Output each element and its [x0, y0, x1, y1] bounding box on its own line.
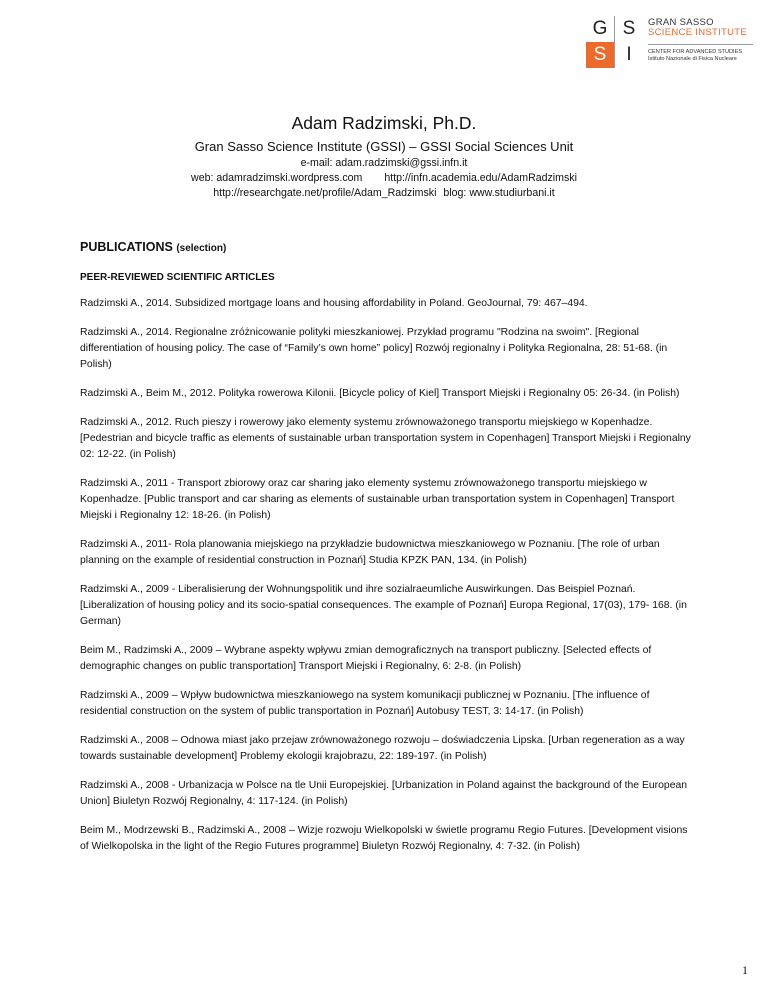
author-name: Adam Radzimski, Ph.D. — [291, 113, 477, 133]
logo-mark — [586, 16, 642, 68]
gssi-logo — [586, 16, 756, 68]
email-line — [0, 156, 768, 171]
section-title-text: PUBLICATIONS — [80, 240, 173, 254]
academia-link[interactable]: http://infn.academia.edu/AdamRadzimski — [384, 172, 577, 184]
logo-line-3: CENTER FOR ADVANCED STUDIES — [648, 49, 743, 55]
publication-entry: Radzimski A., 2012. Ruch pieszy i rowerowy jako elementy systemu zrównoważonego transportu miejskiego w Kopenhadze. [Pedestrian and bicycle traffic as elements of sustainable urban transportation system in Copenhagen] Transport Miejski i Regionalny 02: 12-22. (in Polish) — [80, 417, 691, 460]
blog-link[interactable]: blog: www.studiurbani.it — [443, 187, 555, 199]
publication-entry: Radzimski A., Beim M., 2012. Polityka rowerowa Kilonii. [Bicycle policy of Kiel] Transport Miejski i Regionalny 05: 26-34. (in Polish) — [80, 388, 680, 399]
logo-letter-g: G — [592, 18, 608, 39]
publication-entry: Radzimski A., 2014. Regionalne zróżnicowanie polityki mieszkaniowej. Przykład programu "Rodzina na swoim". [Regional differentiation of housing policy. The case of “Family’s own home” policy] Rozwój regionalny i Polityka Regionalna, 28: 51-68. (in Polish) — [80, 327, 668, 370]
section-qualifier: (selection) — [176, 243, 227, 254]
logo-letter-i: I — [626, 44, 632, 65]
publication-entry: Radzimski A., 2008 - Urbanizacja w Polsce na tle Unii Europejskiej. [Urbanization in Poland against the background of the European Union] Biuletyn Rozwój Regionalny, 4: 117-124. (in Polish) — [80, 780, 688, 807]
website-link[interactable]: web: adamradzimski.wordpress.com — [191, 172, 363, 184]
logo-letter-s: S — [622, 18, 636, 39]
publication-entry: Beim M., Radzimski A., 2009 – Wybrane aspekty wpływu zmian demograficznych na transport publiczny. [Selected effects of demographic changes on public transportation] Transport Miejski i Regionalny, 6: 2-8. (in Polish) — [80, 645, 652, 672]
publications — [80, 240, 692, 855]
publication-entry: Radzimski A., 2009 - Liberalisierung der Wohnungspolitik und ihre sozialraeumliche Auswirkungen. Das Beispiel Poznań. [Liberalization of housing policy and its socio-spatial consequences. The example of Poznań] Europa Regional, 17(03), 179- 168. (in German) — [80, 584, 687, 627]
cv-header — [0, 112, 768, 201]
publication-entry: Radzimski A., 2009 – Wpływ budownictwa mieszkaniowego na system komunikacji publicznej w Poznaniu. [The influence of residential construction on the system of public transportation in Poznań] Autobusy TEST, 3: 14-17. (in Polish) — [80, 690, 650, 717]
page-number: 1 — [742, 963, 748, 977]
subsection-title: PEER-REVIEWED SCIENTIFIC ARTICLES — [80, 272, 275, 283]
publication-entry: Radzimski A., 2011- Rola planowania miejskiego na przykładzie budownictwa mieszkaniowego w Poznaniu. [The role of urban planning on the example of residential construction in Poznań] Studia KPZK PAN, 134. (in Polish) — [80, 539, 660, 566]
researchgate-link[interactable]: http://researchgate.net/profile/Adam_Radzimski — [213, 187, 437, 199]
profile-line — [0, 186, 768, 201]
logo-line-2: SCIENCE INSTITUTE — [648, 27, 748, 38]
logo-text — [648, 18, 758, 63]
publication-entry: Beim M., Modrzewski B., Radzimski A., 2008 – Wizje rozwoju Wielkopolski w świetle programu Regio Futures. [Development visions of Wielkopolska in the light of the Regio Futures programme] Biuletyn Rozwój Regionalny, 4: 7-32. (in Polish) — [80, 825, 688, 852]
logo-line-1: GRAN SASSO — [648, 17, 714, 28]
section-title — [80, 240, 692, 254]
logo-divider — [614, 16, 615, 68]
logo-letter-s-orange: S — [586, 42, 614, 68]
email[interactable]: e-mail: adam.radzimski@gssi.infn.it — [300, 157, 468, 169]
publication-entry: Radzimski A., 2014. Subsidized mortgage loans and housing affordability in Poland. GeoJournal, 79: 467–494. — [80, 298, 588, 309]
logo-rule — [648, 44, 753, 45]
logo-line-4: Istituto Nazionale di Fisica Nucleare — [648, 56, 737, 62]
publication-entry: Radzimski A., 2011 - Transport zbiorowy oraz car sharing jako elementy systemu zrównoważonego transportu miejskiego w Kopenhadze. [Public transport and car sharing as elements of sustainable urban transportation system in Copenhagen] Transport Miejski i Regionalny 12: 18-26. (in Polish) — [80, 478, 675, 521]
web-line — [0, 171, 768, 186]
publication-entry: Radzimski A., 2008 – Odnowa miast jako przejaw zrównoważonego rozwoju – doświadczenia Lipska. [Urban regeneration as a way towards sustainable development] Problemy ekologii krajobrazu, 22: 189-197. (in Polish) — [80, 735, 685, 762]
affiliation: Gran Sasso Science Institute (GSSI) – GSSI Social Sciences Unit — [194, 139, 574, 154]
